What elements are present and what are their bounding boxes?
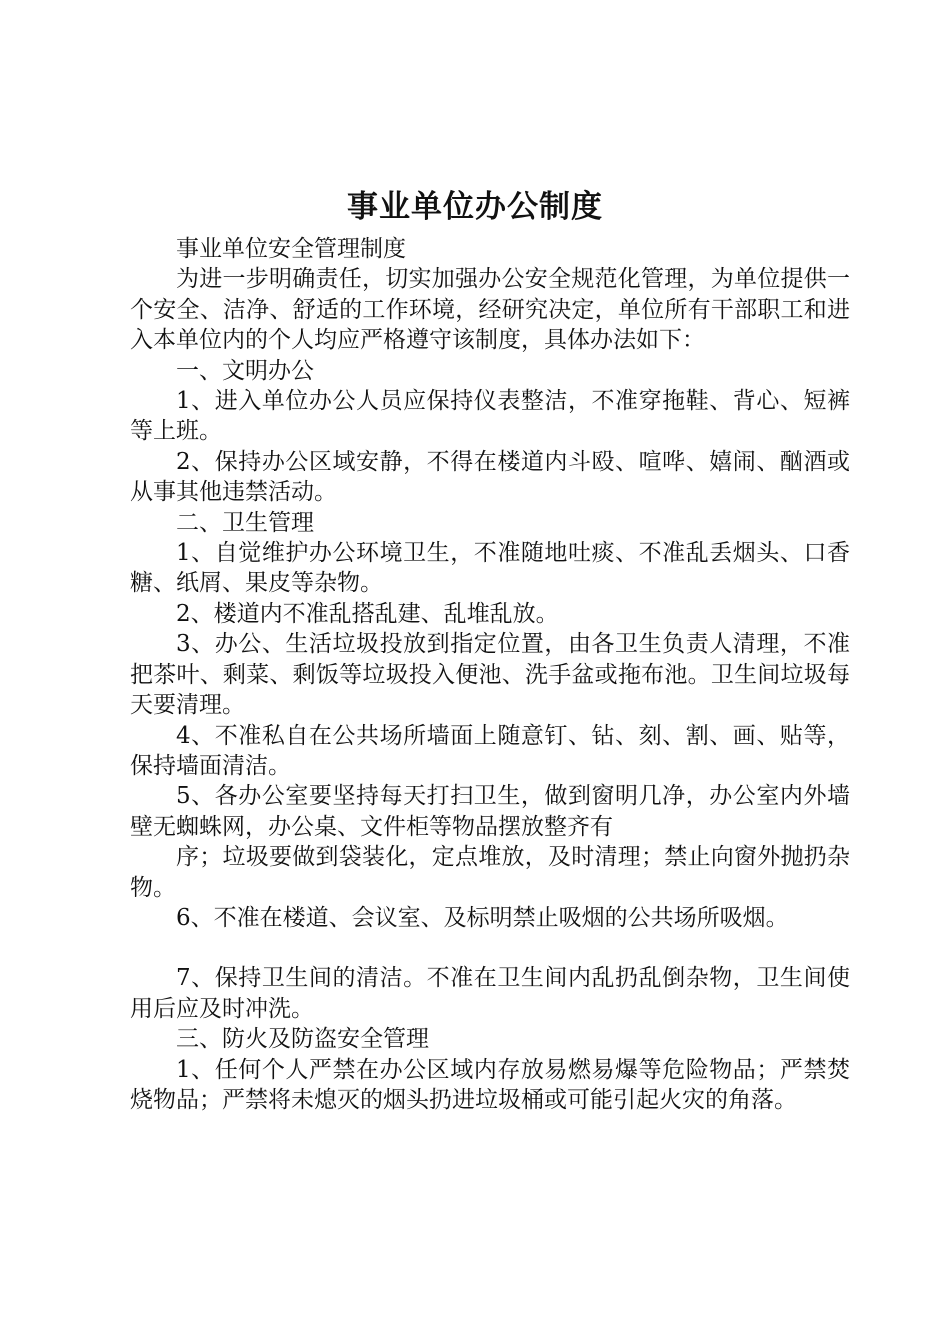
rule-paragraph: 4、不准私自在公共场所墙面上随意钉、钻、刻、割、画、贴等，保持墙面清洁。 [130,722,850,779]
rule-paragraph: 2、保持办公区域安静，不得在楼道内斗殴、喧哗、嬉闹、酗酒或从事其他违禁活动。 [130,448,850,506]
rule-paragraph: 1、任何个人严禁在办公区域内存放易燃易爆等危险物品；严禁焚烧物品；严禁将未熄灭的烟头扔进垃圾桶或可能引起火灾的角落。 [130,1056,850,1113]
paragraph-gap [130,933,850,963]
section-heading: 二、卫生管理 [176,509,314,536]
intro-paragraph: 为进一步明确责任，切实加强办公安全规范化管理，为单位提供一个安全、洁净、舒适的工作环境，经研究决定，单位所有干部职工和进入本单位内的个人均应严格遵守该制度，具体办法如下： [130,266,850,354]
document-title: 事业单位办公制度 [347,189,603,225]
rule-paragraph: 3、办公、生活垃圾投放到指定位置，由各卫生负责人清理，不准把茶叶、剩菜、剩饭等垃圾投入便池、洗手盆或拖布池。卫生间垃圾每天要清理。 [130,631,850,719]
section-heading: 三、防火及防盗安全管理 [176,1026,429,1053]
rule-paragraph: 1、进入单位办公人员应保持仪表整洁，不准穿拖鞋、背心、短裤等上班。 [130,388,850,445]
subtitle-paragraph: 事业单位安全管理制度 [176,236,406,262]
section-heading: 一、文明办公 [176,357,314,384]
document-body [130,234,850,1115]
rule-paragraph: 1、自觉维护办公环境卫生，不准随地吐痰、不准乱丢烟头、口香糖、纸屑、果皮等杂物。 [130,540,850,597]
rule-paragraph: 2、楼道内不准乱搭乱建、乱堆乱放。 [176,600,559,627]
rule-paragraph-continuation: 序；垃圾要做到袋装化，定点堆放，及时清理；禁止向窗外抛扔杂物。 [130,844,850,901]
rule-paragraph: 6、不准在楼道、会议室、及标明禁止吸烟的公共场所吸烟。 [176,904,789,931]
rule-paragraph: 5、各办公室要坚持每天打扫卫生，做到窗明几净，办公室内外墙壁无蜘蛛网，办公桌、文件柜等物品摆放整齐有 [130,783,850,840]
rule-paragraph: 7、保持卫生间的清洁。不准在卫生间内乱扔乱倒杂物，卫生间使用后应及时冲洗。 [130,965,850,1022]
